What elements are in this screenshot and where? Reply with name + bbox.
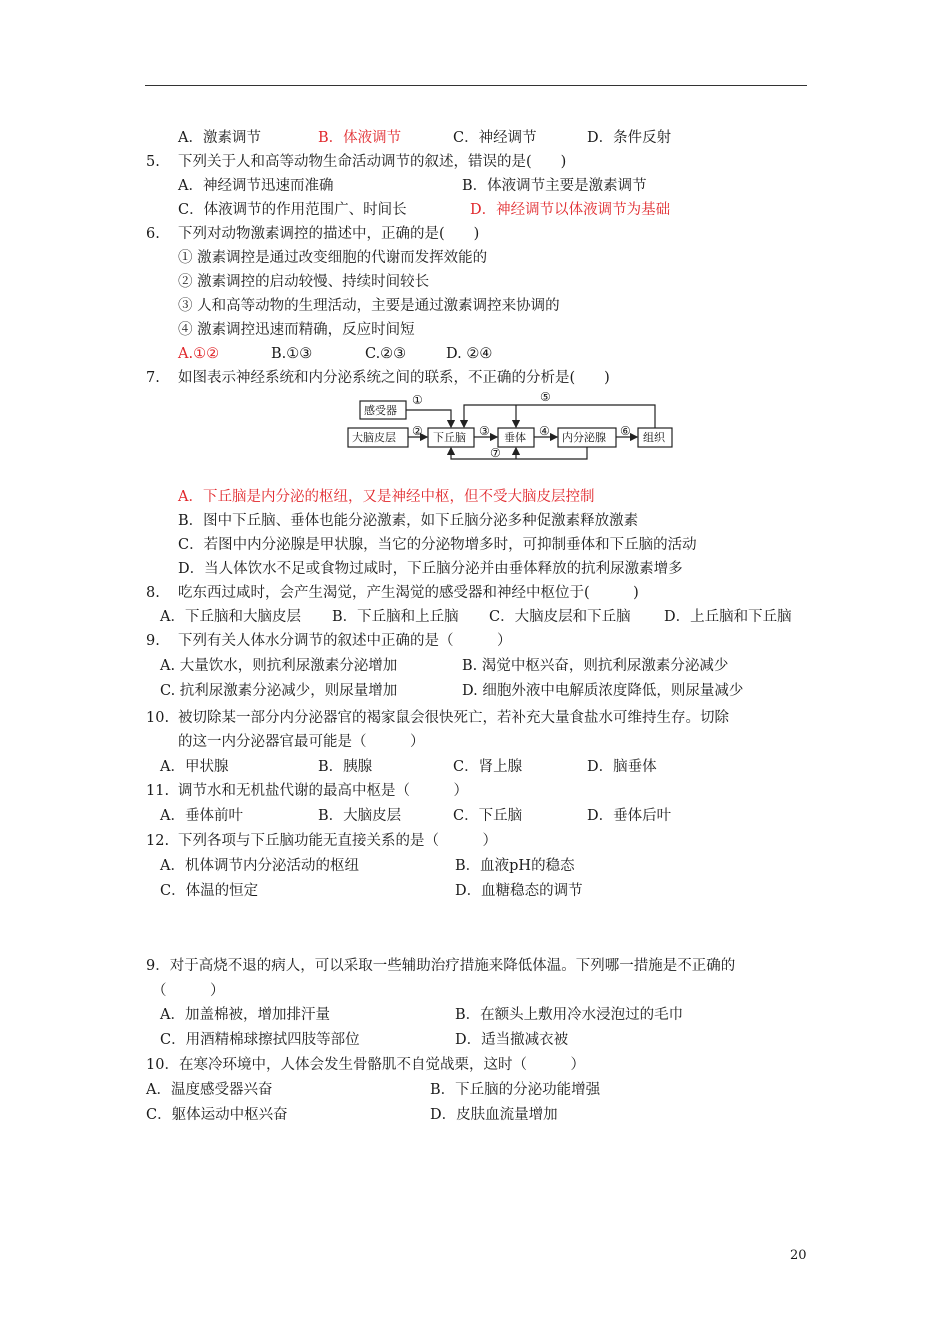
q7-option-b: B．图中下丘脑、垂体也能分泌激素，如下丘脑分泌多种促激素释放激素 xyxy=(178,513,639,529)
q9-number: 9. xyxy=(146,633,160,649)
q10b-option-a: A．温度感受器兴奋 xyxy=(146,1082,273,1098)
diagram-label-cortex: 大脑皮层 xyxy=(352,431,396,444)
q6-option-a-answer: A.①② xyxy=(178,346,220,362)
q5-option-d-answer: D．神经调节以体液调节为基础 xyxy=(470,202,671,218)
q5-option-a: A．神经调节迅速而准确 xyxy=(178,178,334,194)
q6-option-d: D. ②④ xyxy=(446,346,493,362)
diagram-mark-5: ⑤ xyxy=(540,390,551,404)
q8-stem: 吃东西过咸时，会产生渴觉，产生渴觉的感受器和神经中枢位于( ) xyxy=(178,585,639,601)
q12-option-a: A．机体调节内分泌活动的枢纽 xyxy=(160,858,359,874)
diagram-mark-1: ① xyxy=(412,393,423,407)
q6-item-2: ② 激素调控的启动较慢、持续时间较长 xyxy=(178,274,430,290)
q7-number: 7. xyxy=(146,370,160,386)
q5-number: 5. xyxy=(146,154,160,170)
diagram-mark-6: ⑥ xyxy=(620,424,631,438)
q11-number: 11. xyxy=(146,783,170,799)
q9b-option-d: D．适当撤减衣被 xyxy=(455,1032,569,1048)
q8-option-a: A．下丘脑和大脑皮层 xyxy=(160,609,301,625)
diagram-mark-4: ④ xyxy=(539,424,550,438)
q12-number: 12. xyxy=(146,833,170,849)
q9b-stem: 9．对于高烧不退的病人，可以采取一些辅助治疗措施来降低体温。下列哪一措施是不正确的 xyxy=(146,958,736,974)
q4-option-b-answer: B．体液调节 xyxy=(318,130,402,146)
diagram-mark-2: ② xyxy=(412,424,423,438)
q5-option-b: B．体液调节主要是激素调节 xyxy=(462,178,647,194)
q5-option-c: C．体液调节的作用范围广、时间长 xyxy=(178,202,407,218)
q7-option-a-answer: A．下丘脑是内分泌的枢纽，又是神经中枢，但不受大脑皮层控制 xyxy=(178,489,595,505)
q4-option-d: D．条件反射 xyxy=(587,130,672,146)
diagram-mark-3: ③ xyxy=(479,424,490,438)
q11-stem: 调节水和无机盐代谢的最高中枢是（ ） xyxy=(178,783,468,799)
q7-diagram xyxy=(344,389,676,465)
q5-stem: 下列关于人和高等动物生命活动调节的叙述，错误的是( ) xyxy=(178,154,567,170)
q9b-option-a: A．加盖棉被，增加排汗量 xyxy=(160,1007,330,1023)
q9-stem: 下列有关人体水分调节的叙述中正确的是（ ） xyxy=(178,633,512,649)
q10-option-d: D．脑垂体 xyxy=(587,759,657,775)
q8-option-d: D．上丘脑和下丘脑 xyxy=(664,609,792,625)
q6-stem: 下列对动物激素调控的描述中，正确的是( ) xyxy=(178,226,480,242)
q6-option-c: C.②③ xyxy=(365,346,407,362)
diagram-label-gland: 内分泌腺 xyxy=(562,431,606,444)
page-number: 20 xyxy=(790,1248,807,1263)
q10b-stem: 10．在寒冷环境中，人体会发生骨骼肌不自觉战栗，这时（ ） xyxy=(146,1057,585,1073)
q10-option-c: C．肾上腺 xyxy=(453,759,523,775)
q10-number: 10. xyxy=(146,710,170,726)
q7-stem: 如图表示神经系统和内分泌系统之间的联系，不正确的分析是( ) xyxy=(178,370,610,386)
header-rule xyxy=(145,85,807,86)
q12-option-b: B．血液pH的稳态 xyxy=(455,858,575,874)
q10b-option-d: D．皮肤血流量增加 xyxy=(430,1107,558,1123)
q9-option-d: D. 细胞外液中电解质浓度降低，则尿量减少 xyxy=(462,683,744,699)
q9b-option-c: C．用酒精棉球擦拭四肢等部位 xyxy=(160,1032,360,1048)
q11-option-d: D．垂体后叶 xyxy=(587,808,672,824)
diagram-label-hypothalamus: 下丘脑 xyxy=(433,431,466,444)
q10-option-a: A．甲状腺 xyxy=(160,759,229,775)
q4-option-a: A．激素调节 xyxy=(178,130,261,146)
q10b-option-c: C．躯体运动中枢兴奋 xyxy=(146,1107,288,1123)
q7-option-c: C．若图中内分泌腺是甲状腺，当它的分泌物增多时，可抑制垂体和下丘脑的活动 xyxy=(178,537,697,553)
q9-option-c: C. 抗利尿激素分泌减少，则尿量增加 xyxy=(160,683,398,699)
q6-item-4: ④ 激素调控迅速而精确，反应时间短 xyxy=(178,322,415,338)
diagram-label-sensor: 感受器 xyxy=(364,404,397,417)
q8-option-c: C．大脑皮层和下丘脑 xyxy=(489,609,631,625)
q12-stem: 下列各项与下丘脑功能无直接关系的是（ ） xyxy=(178,833,497,849)
q11-option-a: A．垂体前叶 xyxy=(160,808,243,824)
diagram-label-tissue: 组织 xyxy=(643,431,665,444)
q12-option-d: D．血糖稳态的调节 xyxy=(455,883,583,899)
q9-option-a: A. 大量饮水，则抗利尿激素分泌增加 xyxy=(160,658,398,674)
q7-option-d: D．当人体饮水不足或食物过咸时，下丘脑分泌并由垂体释放的抗利尿激素增多 xyxy=(178,561,683,577)
q9b-option-b: B．在额头上敷用冷水浸泡过的毛巾 xyxy=(455,1007,684,1023)
diagram-label-pituitary: 垂体 xyxy=(504,431,526,444)
q6-number: 6. xyxy=(146,226,160,242)
q6-item-3: ③ 人和高等动物的生理活动，主要是通过激素调控来协调的 xyxy=(178,298,560,314)
q10-stem-line2: 的这一内分泌器官最可能是（ ） xyxy=(178,734,425,750)
q10-option-b: B．胰腺 xyxy=(318,759,373,775)
q9b-paren: （ ） xyxy=(152,983,225,999)
q11-option-b: B．大脑皮层 xyxy=(318,808,402,824)
q4-option-c: C．神经调节 xyxy=(453,130,537,146)
q10b-option-b: B．下丘脑的分泌功能增强 xyxy=(430,1082,601,1098)
q6-item-1: ① 激素调控是通过改变细胞的代谢而发挥效能的 xyxy=(178,250,488,266)
q12-option-c: C．体温的恒定 xyxy=(160,883,259,899)
q11-option-c: C．下丘脑 xyxy=(453,808,523,824)
q10-stem-line1: 被切除某一部分内分泌器官的褐家鼠会很快死亡，若补充大量食盐水可维持生存。切除 xyxy=(178,710,729,726)
q9-option-b: B. 渴觉中枢兴奋，则抗利尿激素分泌减少 xyxy=(462,658,729,674)
q8-number: 8. xyxy=(146,585,160,601)
q6-option-b: B.①③ xyxy=(271,346,313,362)
diagram-mark-7: ⑦ xyxy=(490,446,501,460)
q8-option-b: B．下丘脑和上丘脑 xyxy=(332,609,459,625)
